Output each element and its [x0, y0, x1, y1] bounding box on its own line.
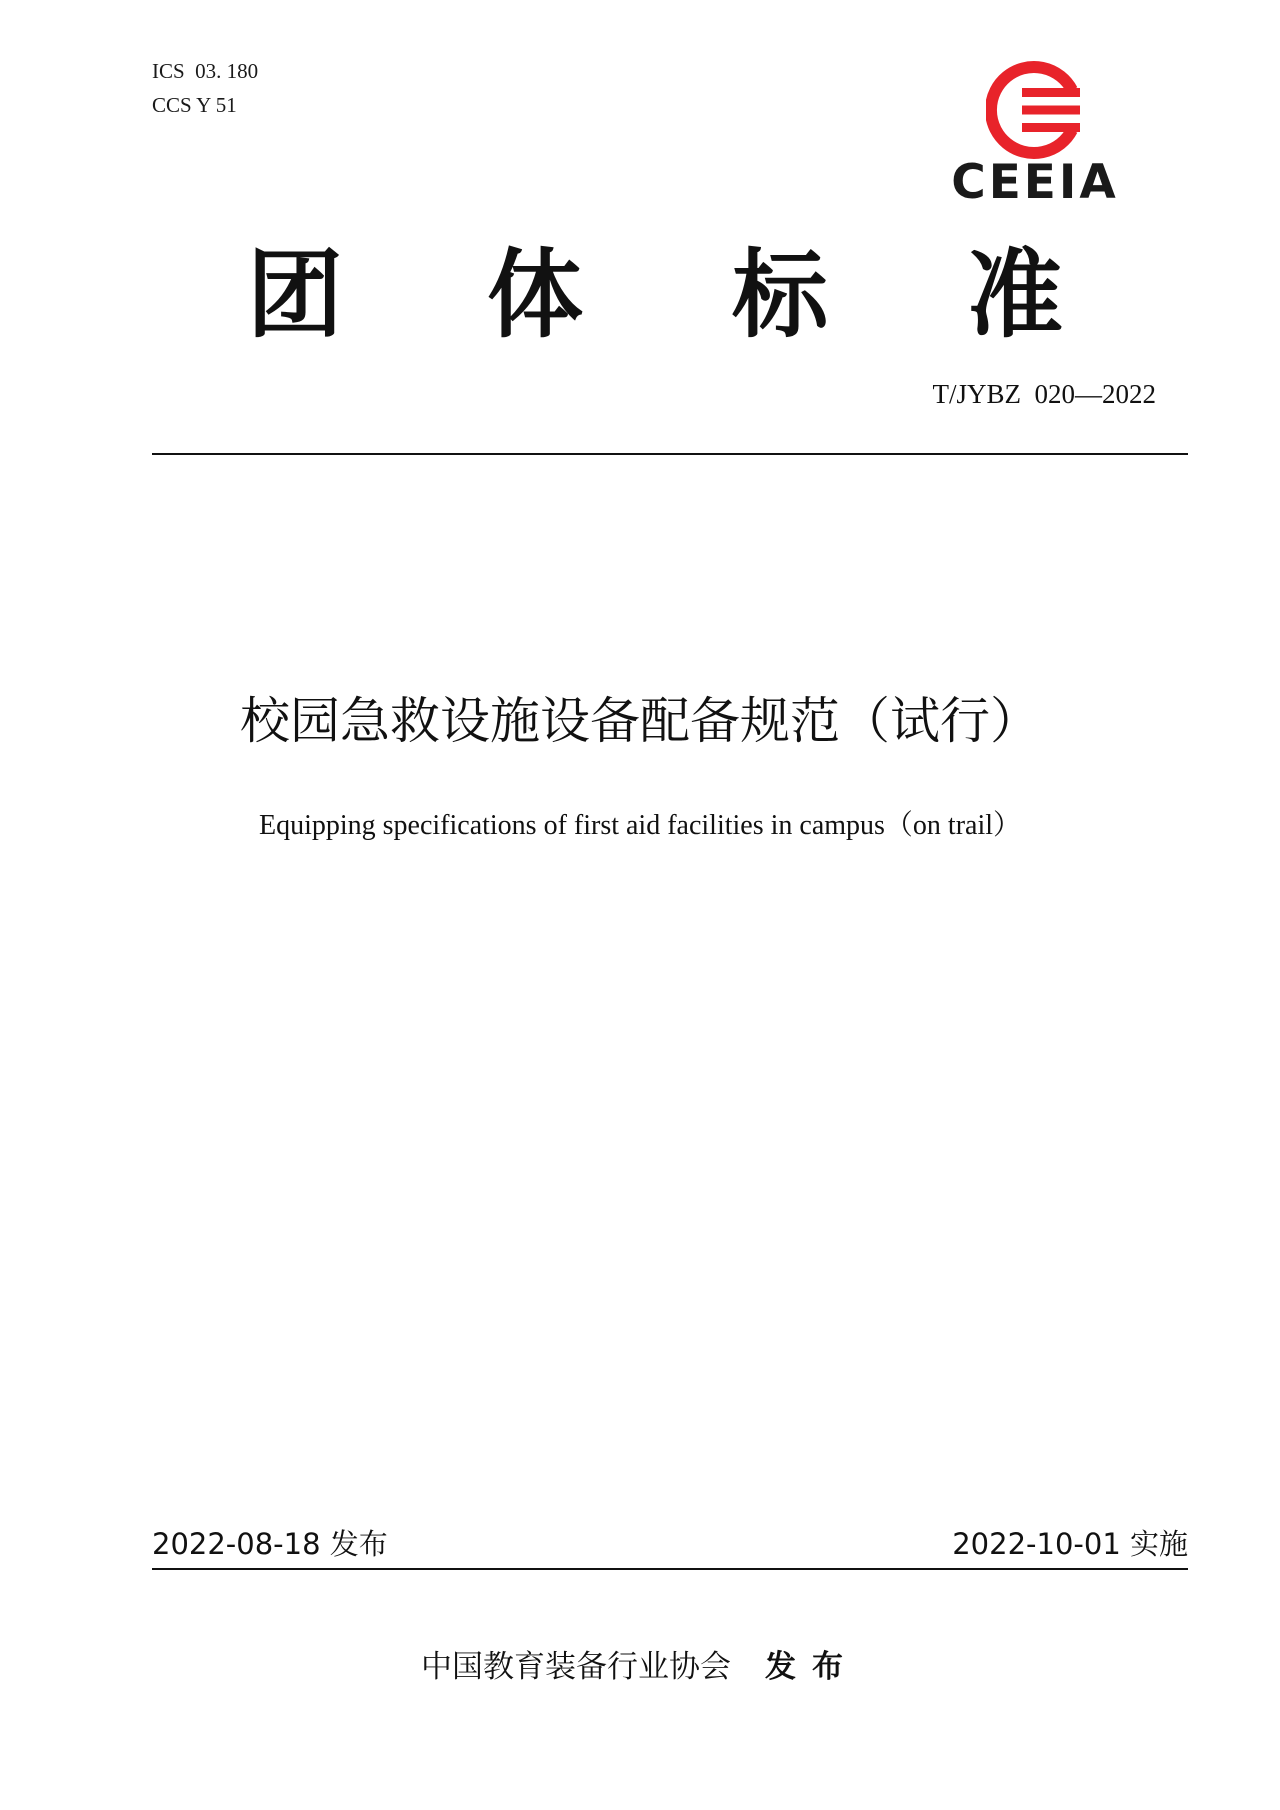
doc-type-char-4: 准 [967, 239, 1063, 351]
doc-type-char-3: 标 [732, 239, 828, 351]
header-divider [152, 453, 1188, 455]
publisher-line [0, 1645, 1280, 1689]
standard-number: T/JYBZ 020—2022 [932, 379, 1156, 409]
ics-code: ICS 03. 180 [152, 59, 259, 83]
ceeia-logo [940, 56, 1130, 210]
doc-type-char-2: 体 [487, 239, 583, 351]
effective-date: 2022-10-01 实施 [952, 1527, 1188, 1561]
doc-type-char-1: 团 [247, 239, 343, 351]
document-title-chinese: 校园急救设施设备配备规范（试行） [240, 692, 1040, 750]
issue-date: 2022-08-18 发布 [152, 1527, 388, 1561]
publisher-name: 中国教育装备行业协会 [421, 1649, 731, 1685]
document-type-heading [240, 240, 1070, 350]
classification-codes [152, 54, 258, 122]
ceeia-logo-icon [986, 60, 1086, 160]
publisher-action: 发布 [765, 1649, 859, 1685]
footer-divider [152, 1568, 1188, 1570]
logo-wordmark: CEEIA [951, 155, 1119, 210]
document-title-english: Equipping specifications of first aid facilities in campus（on trail） [258, 810, 1022, 841]
ccs-code: CCS Y 51 [152, 93, 237, 117]
